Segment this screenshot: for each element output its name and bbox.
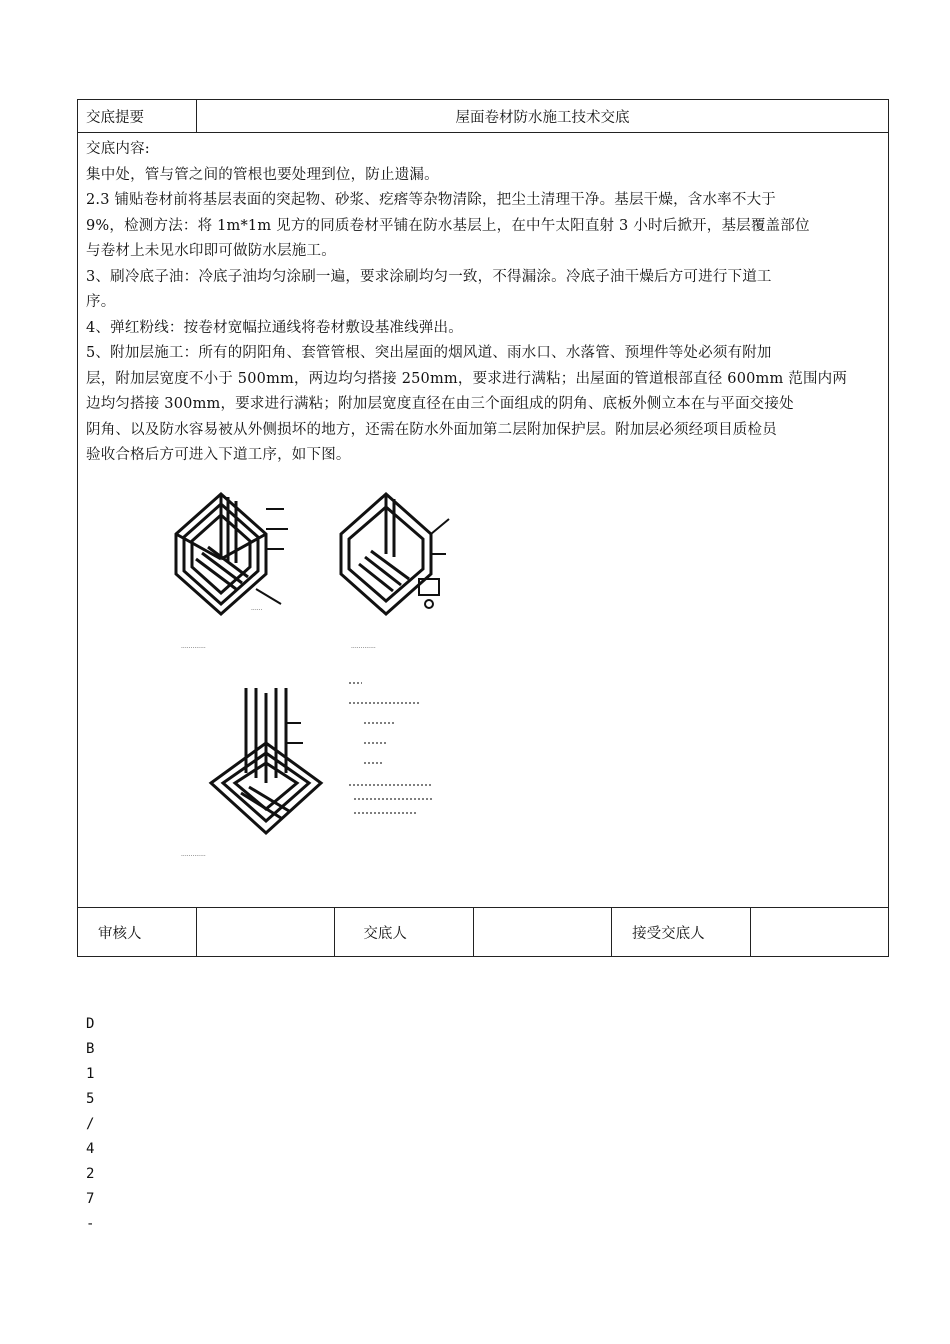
content-line-6: 序。 [86, 294, 116, 310]
drawing-callout: ······ [251, 606, 263, 614]
drawing-caption: ············· [181, 644, 206, 652]
code-char: 2 [86, 1166, 95, 1182]
code-char: B [86, 1041, 95, 1057]
pipe-root-drawing [201, 683, 341, 843]
code-char: 4 [86, 1141, 95, 1157]
code-char: / [86, 1116, 95, 1132]
code-char: 5 [86, 1091, 95, 1107]
drawing-caption: ············· [351, 644, 376, 652]
content-line-10: 边均匀搭接 300mm，要求进行满粘；附加层宽度直径在由三个面组成的阴角、底板外侧立本在与平面交接处 [86, 396, 794, 412]
reviewer-value[interactable] [197, 908, 335, 957]
content-line-1: 集中处，管与管之间的管根也要处理到位，防止遗漏。 [86, 166, 439, 183]
content-heading: 交底内容: [86, 141, 150, 157]
drawing-caption: ············· [181, 852, 206, 860]
content-line-2: 2.3 铺贴卷材前将基层表面的突起物、砂浆、疙瘩等杂物清除，把尘土清理干净。基层干燥，含水率不大于 [86, 192, 776, 208]
content-line-4: 与卷材上未见水印即可做防水层施工。 [86, 243, 336, 259]
discloser-label: 交底人 [335, 908, 473, 957]
content-line-5: 3、刷冷底子油：冷底子油均匀涂刷一遍，要求涂刷均匀一致，不得漏涂。冷底子油干燥后方可进行下道工 [86, 268, 772, 285]
reviewer-label: 审核人 [78, 908, 197, 957]
header-row [78, 100, 889, 133]
signature-row [78, 908, 889, 957]
content-line-11: 阴角、以及防水容易被从外侧损坏的地方，还需在防水外面加第二层附加保护层。附加层必须经项目质检员 [86, 421, 777, 438]
code-char: - [86, 1216, 95, 1232]
content-line-7: 4、弹红粉线：按卷材宽幅拉通线将卷材敷设基准线弹出。 [86, 319, 463, 336]
detail-drawings [86, 475, 880, 895]
code-char: 7 [86, 1191, 95, 1207]
code-char: 1 [86, 1066, 95, 1082]
inside-corner-drawing [166, 479, 316, 629]
content-line-9: 层，附加层宽度不小于 500mm，两边均匀搭接 250mm，要求进行满粘；出屋面的管道根部直径 600mm 范围内两 [86, 370, 848, 387]
discloser-value[interactable] [473, 908, 611, 957]
outside-corner-drawing [331, 479, 461, 629]
content-line-12: 验收合格后方可进入下道工序，如下图。 [86, 447, 351, 463]
document-code [86, 1012, 94, 1237]
summary-label: 交底提要 [78, 100, 197, 133]
document-title: 屋面卷材防水施工技术交底 [197, 100, 889, 133]
disclosure-table [77, 99, 889, 957]
content-line-8: 5、附加层施工：所有的阴阳角、套管管根、突出屋面的烟风道、雨水口、水落管、预埋件等处必须有附加 [86, 345, 772, 361]
content-line-3: 9%，检测方法：将 1m*1m 见方的同质卷材平铺在防水基层上，在中午太阳直射 3 小时后掀开，基层覆盖部位 [86, 217, 810, 234]
receiver-label: 接受交底人 [612, 908, 750, 957]
content-row [78, 133, 889, 908]
drawing-legend [344, 675, 464, 835]
content-cell [78, 133, 889, 908]
code-char: D [86, 1016, 95, 1032]
receiver-value[interactable] [750, 908, 888, 957]
